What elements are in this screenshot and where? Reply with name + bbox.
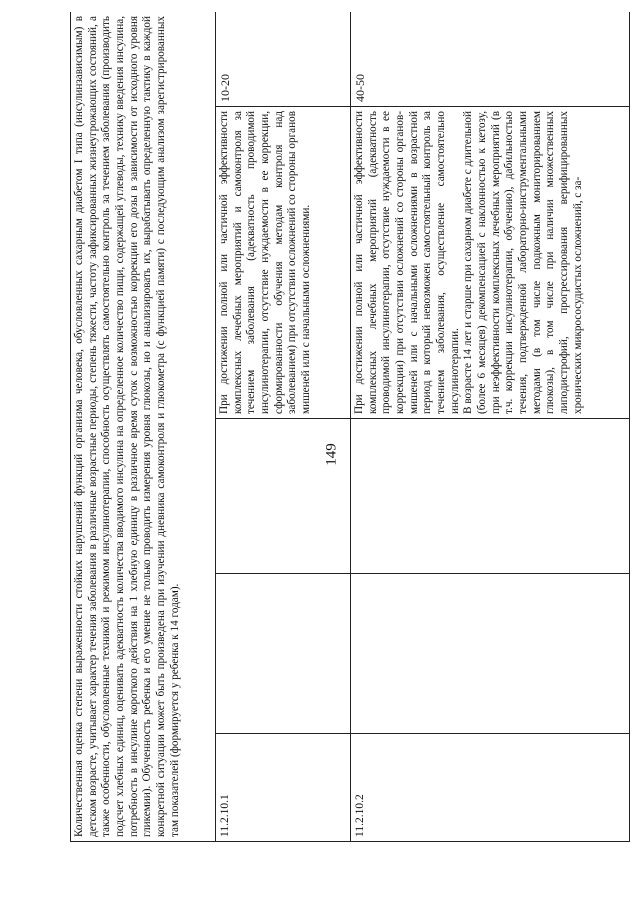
row-score: 10-20 [216, 12, 351, 107]
criteria-paragraph: При достижении полной или частичной эффективности комплексных лечебных мероприятий (адекватность проводимой инсулинотерапии, отсутствие нуждаемости в ее коррекции) при отсутствии осложнений со стороны органов-мишеней или с начальными осложнениями в возрастной период в который невозможен самостоятельный контроль за течением заболевания, осуществление самостоятельно инсулинотерапии. [353, 111, 461, 414]
intro-row [71, 12, 216, 842]
row-criteria [351, 107, 630, 419]
empty-cell [351, 574, 630, 734]
rotated-table-content [70, 12, 630, 842]
criteria-table [70, 12, 630, 842]
table-row [351, 12, 630, 842]
empty-cell [216, 419, 351, 574]
page-number: 149 [323, 443, 340, 466]
row-score: 40-50 [351, 12, 630, 107]
table-row [216, 12, 351, 842]
criteria-paragraph: В возрасте 14 лет и старше при сахарном диабете с длительной (более 6 месяцев) декомпенсацией с наклонностью к кетозу, при неэффективности комплексных лечебных мероприятий (в т.ч. коррекции инсулинотерапии, обучению), дабильностью течения, подтвержденной лабораторно-инструментальными методами (в том числе подкожным мониторированием глюкозы), в том числе при наличии множественных липодистрофий, прогрессирования верифицированных хронических микрососудистых осложнений, с за- [462, 111, 584, 414]
row-criteria [216, 107, 351, 419]
empty-cell [351, 419, 630, 574]
row-code: 11.2.10.2 [351, 734, 630, 842]
rotated-table-region [70, 12, 630, 842]
criteria-paragraph: При достижении полной или частичной эффективности комплексных лечебных мероприятий и самоконтроля за течением заболевания (адекватность проводимой инсулинотерапии, отсутствие нуждаемости в ее коррекции, сформированности обучения методам контроля над заболеванием) при отсутствии осложнений со стороны органов мишеней или с начальными осложнениями. [218, 111, 312, 414]
intro-text: Количественная оценка степени выраженности стойких нарушений функций организма человека, обусловленных сахарным диабетом I типа (инсулинзависимым) в детском возрасте, учитывает характер течения заболевания в различные возрастные периоды, степень тяжести, частоту зафиксированных жизнеугрожающих состояний, а также особенности, обусловленные техникой и режимом инсулинотерапии, способность осуществлять самостоятельно контроль за течением заболевания (производить подсчет хлебных единиц, оценивать адекватность количества вводимого инсулина на определенное количество пищи, содержащей углеводы, технику введения инсулина, потребность в инсулине короткого действия на 1 хлебную единицу в различное время суток с возможностью коррекции его дозы в зависимости от исходного уровня гликемии). Обученность ребенка и его умение не только проводить измерения уровня глюкозы, но и анализировать их, вырабатывать определенную тактику в каждой конкретной ситуации может быть произведена при изучении дневника самоконтроля и глюкометра (с функцией памяти) с последующим анализом зарегистрированных там показателей (формируется у ребенка к 14 годам). [71, 12, 216, 842]
row-code: 11.2.10.1 [216, 734, 351, 842]
empty-cell [216, 574, 351, 734]
